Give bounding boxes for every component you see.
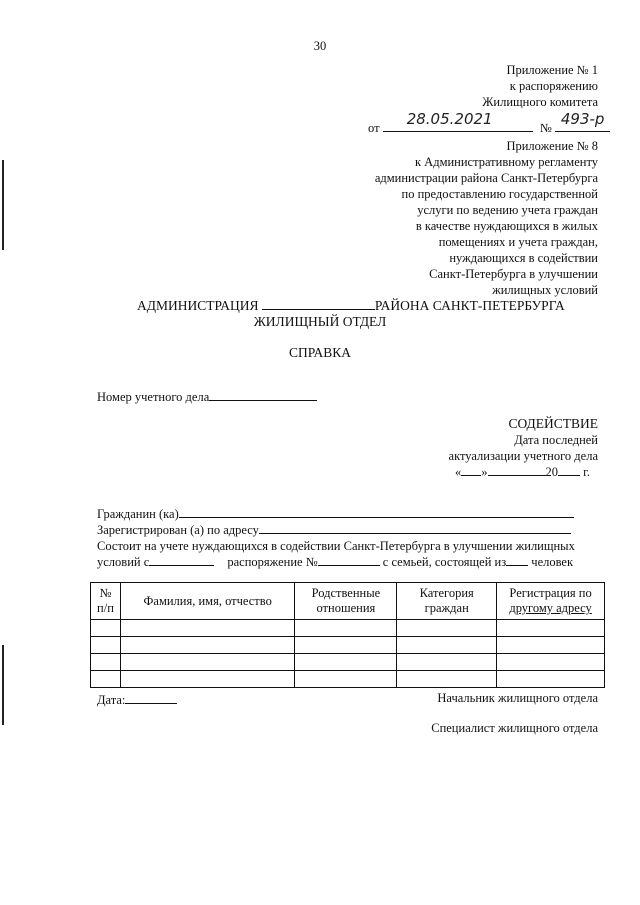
appendix1-line1: Приложение № 1	[506, 63, 598, 77]
appendix1-line3: Жилищного комитета	[482, 95, 598, 109]
district-label: РАЙОНА САНКТ-ПЕТЕРБУРГА	[374, 298, 565, 313]
appendix8-line: в качестве нуждающихся в жилых	[415, 219, 598, 233]
decree-number-label: №	[539, 121, 552, 135]
appendix8-line: по предоставлению государственной	[401, 187, 598, 201]
appendix1-line2: к распоряжению	[509, 79, 598, 93]
citizen-label: Гражданин (ка)	[97, 507, 179, 521]
appendix8-line: услуги по ведению учета граждан	[417, 203, 598, 217]
decree-from-label: от	[368, 121, 380, 135]
assist-date-row	[455, 464, 590, 480]
assist-line1: Дата последней	[514, 433, 598, 447]
case-number-row	[97, 389, 317, 405]
decree-date: 28.05.2021	[406, 110, 493, 128]
appendix8-line: помещениях и учета граждан,	[438, 235, 598, 249]
family-table	[90, 582, 605, 688]
th-registration: Регистрация по другому адресу	[497, 583, 605, 620]
th-name: Фамилия, имя, отчество	[120, 583, 295, 620]
dept-title: ЖИЛИЩНЫЙ ОТДЕЛ	[253, 314, 387, 329]
appendix8-line: жилищных условий	[492, 283, 598, 297]
decree-number: 493-р	[560, 110, 605, 128]
assist-line2: актуализации учетного дела	[448, 449, 598, 463]
appendix8-line: Приложение № 8	[506, 139, 598, 153]
admin-header	[137, 298, 565, 314]
th-category: Категория граждан	[397, 583, 497, 620]
table-row	[91, 620, 605, 637]
year-prefix: 20	[545, 465, 558, 479]
table-header-row	[91, 583, 605, 620]
table-row	[91, 671, 605, 688]
specialist-signature: Специалист жилищного отдела	[431, 721, 598, 735]
scan-edge-mark	[2, 160, 4, 250]
citizen-row	[97, 506, 574, 522]
table-row	[91, 654, 605, 671]
year-suffix: г.	[583, 465, 590, 479]
close-quote: »	[481, 465, 488, 479]
date-row	[97, 692, 177, 708]
appendix8-line: к Административному регламенту	[414, 155, 598, 169]
registered-blank	[259, 522, 571, 534]
admin-label: АДМИНИСТРАЦИЯ	[137, 298, 259, 313]
persons-label: человек	[531, 555, 574, 569]
appendix8-line: Санкт-Петербурга в улучшении	[429, 267, 598, 281]
chief-signature: Начальник жилищного отдела	[437, 691, 598, 705]
registered-row	[97, 522, 571, 538]
registered-label: Зарегистрирован (а) по адресу	[97, 523, 259, 537]
open-quote: «	[455, 465, 462, 479]
th-number: № п/п	[91, 583, 121, 620]
assist-title: СОДЕЙСТВИЕ	[508, 416, 598, 431]
decree-line	[368, 110, 610, 136]
th-relation: Родственные отношения	[295, 583, 397, 620]
case-number-blank	[209, 389, 317, 401]
cond-from-label: условий с	[97, 555, 150, 569]
scan-edge-mark	[2, 645, 4, 725]
order-label: распоряжение №	[227, 555, 318, 569]
date-blank	[125, 692, 177, 704]
conditions-row	[97, 554, 573, 570]
table-row	[91, 637, 605, 654]
status-line: Состоит на учете нуждающихся в содействии Санкт-Петербурга в улучшении жилищных	[97, 539, 575, 553]
page-number: 30	[313, 39, 327, 53]
case-number-label: Номер учетного дела	[97, 390, 210, 404]
family-label: с семьей, состоящей из	[382, 555, 507, 569]
citizen-blank	[179, 506, 574, 518]
appendix8-line: администрации района Санкт-Петербурга	[374, 171, 598, 185]
appendix8-line: нуждающихся в содействии	[449, 251, 598, 265]
date-label: Дата:	[97, 693, 126, 707]
document-title: СПРАВКА	[288, 345, 352, 360]
